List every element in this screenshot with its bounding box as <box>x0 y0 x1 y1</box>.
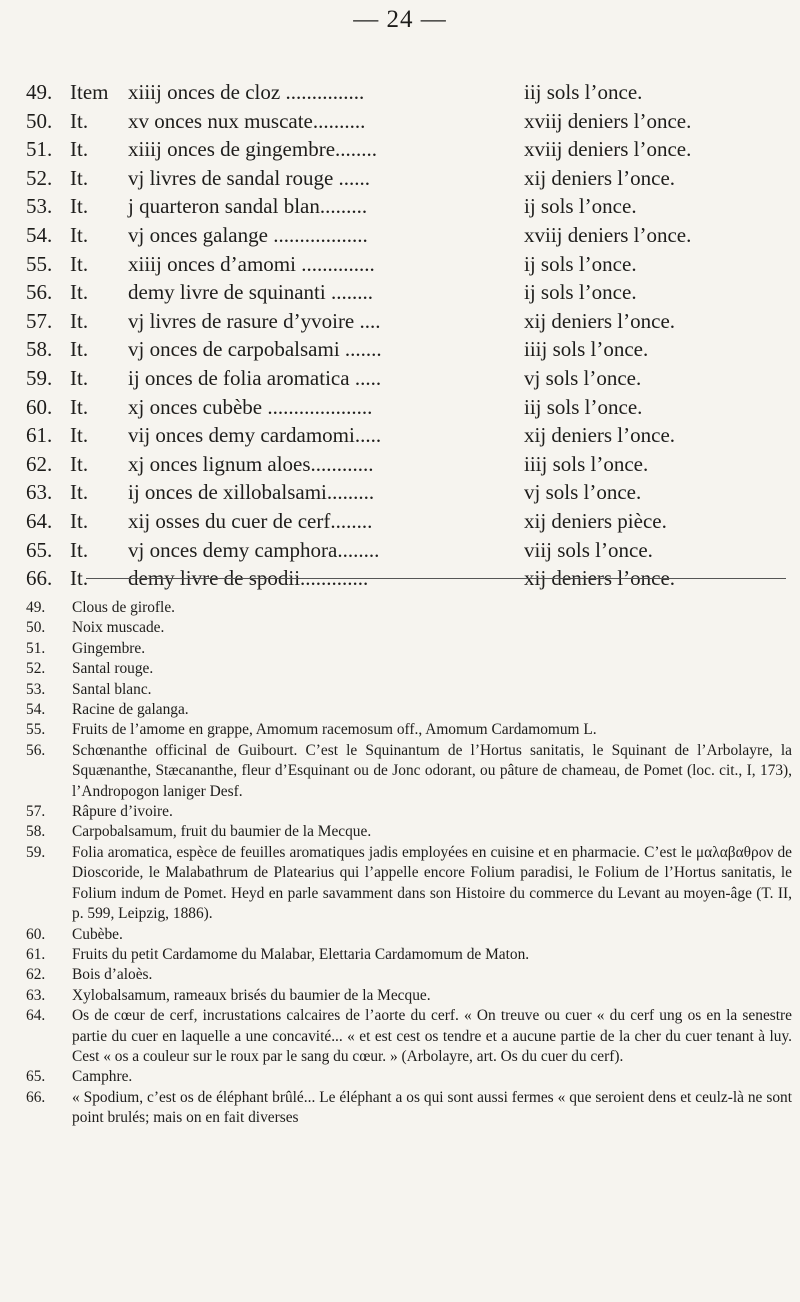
entry-number: 66. <box>26 566 53 591</box>
footnote-text: Racine de galanga. <box>72 701 189 719</box>
footnote <box>26 802 792 822</box>
ledger-row <box>26 452 786 481</box>
footnote-number: 49. <box>26 599 46 616</box>
footnote-text: Fruits du petit Cardamome du Malabar, Elettaria Cardamomum de Maton. <box>72 945 530 963</box>
footnote-text: Santal blanc. <box>72 680 152 698</box>
item-description: vj onces galange .................. <box>128 222 368 247</box>
item-abbr: Item <box>70 80 109 104</box>
item-price: iiij sols l’once. <box>524 337 649 362</box>
footnote-number: 57. <box>26 803 46 821</box>
item-price: iij sols l’once. <box>524 394 643 419</box>
item-abbr: It. <box>70 451 89 476</box>
item-price: iij sols l’once. <box>524 80 643 104</box>
item-description: xiiij onces de gingembre........ <box>128 137 378 162</box>
footnote-number: 50. <box>26 619 46 637</box>
footnote-number: 62. <box>26 966 46 984</box>
footnote-text: Camphre. <box>72 1068 133 1086</box>
item-description: demy livre de squinanti ........ <box>128 280 373 305</box>
item-price: vj sols l’once. <box>524 365 642 390</box>
entry-number: 53. <box>26 194 53 219</box>
footnote <box>26 639 792 659</box>
item-abbr: It. <box>70 508 89 533</box>
footnote-text: Os de cœur de cerf, incrustations calcaires de l’aorte du cerf. « On treuve ou cuer « du cerf ung os en la senestre partie du cuer en laquelle a une concavité... « et est cest os tendre et a aucune partie de la cher du cuer tenant à luy. Cest « os a couleur sur le roux par le sang du cœur. » (Arbolayre, art. Os du cuer du cerf). <box>72 1007 792 1065</box>
entry-number: 57. <box>26 308 53 333</box>
footnote-number: 53. <box>26 680 46 698</box>
ledger-row <box>26 252 786 281</box>
item-price: ij sols l’once. <box>524 194 637 219</box>
item-description: xv onces nux muscate.......... <box>128 108 366 133</box>
ledger-row <box>26 337 786 366</box>
ledger-row <box>26 109 786 138</box>
item-description: vij onces demy cardamomi..... <box>128 423 382 448</box>
footnote-text: Folia aromatica, espèce de feuilles aromatiques jadis employées en cuisine et en pharmacie. C’est le μαλαβαθρον de Dioscoride, le Malabathrum de Platearius qui l’appelle encore Folium paradisi, le Folium de l’Hortus sanitatis, le Folium indum de Pomet. Heyd en parle savamment dans son Histoire du commerce du Levant au moyen-âge (T. II, p. 599, Leipzig, 1886). <box>72 843 792 923</box>
footnote-number: 64. <box>26 1007 46 1025</box>
item-abbr: It. <box>70 222 89 247</box>
footnote-number: 63. <box>26 986 46 1004</box>
item-abbr: It. <box>70 280 89 305</box>
item-description: vj onces de carpobalsami ....... <box>128 337 382 362</box>
footnote-number: 59. <box>26 843 46 861</box>
footnote-text: Xylobalsamum, rameaux brisés du baumier de la Mecque. <box>72 986 431 1004</box>
item-price: xij deniers l’once. <box>524 566 676 591</box>
item-abbr: It. <box>70 308 89 333</box>
footnote <box>26 965 792 985</box>
item-abbr: It. <box>70 165 89 190</box>
item-abbr: It. <box>70 337 89 362</box>
item-price: xij deniers l’once. <box>524 308 676 333</box>
item-price: xij deniers pièce. <box>524 508 667 533</box>
footnote <box>26 680 792 700</box>
entry-number: 58. <box>26 337 53 362</box>
footnote-number: 54. <box>26 701 46 719</box>
footnote <box>26 720 792 740</box>
entry-number: 50. <box>26 108 53 133</box>
page-number: — 24 — <box>353 6 447 33</box>
item-abbr: It. <box>70 480 89 505</box>
footnote <box>26 1006 792 1067</box>
footnote <box>26 700 792 720</box>
ledger-row <box>26 223 786 252</box>
item-price: xviij deniers l’once. <box>524 137 692 162</box>
ledger-row <box>26 423 786 452</box>
footnote <box>26 1088 792 1129</box>
item-price: ij sols l’once. <box>524 280 637 305</box>
item-price: iiij sols l’once. <box>524 451 649 476</box>
item-description: vj livres de sandal rouge ...... <box>128 165 371 190</box>
entry-number: 55. <box>26 251 53 276</box>
footnote <box>26 925 792 945</box>
footnote <box>26 986 792 1006</box>
footnote <box>26 659 792 679</box>
footnote-text: Carpobalsamum, fruit du baumier de la Mecque. <box>72 823 372 841</box>
item-abbr: It. <box>70 251 89 276</box>
item-description: demy livre de spodii............. <box>128 566 369 591</box>
ledger-row <box>26 538 786 567</box>
item-price: xij deniers l’once. <box>524 165 676 190</box>
item-abbr: It. <box>70 566 89 591</box>
ledger-row <box>26 366 786 395</box>
item-abbr: It. <box>70 108 89 133</box>
item-description: xiiij onces de cloz ............... <box>128 80 365 104</box>
item-price: xviij deniers l’once. <box>524 108 692 133</box>
footnote-number: 55. <box>26 721 46 739</box>
item-price: xij deniers l’once. <box>524 423 676 448</box>
footnote <box>26 843 792 925</box>
footnote-number: 56. <box>26 741 46 759</box>
ledger-row <box>26 509 786 538</box>
price-ledger <box>26 80 786 595</box>
entry-number: 63. <box>26 480 53 505</box>
footnote-text: Râpure d’ivoire. <box>72 803 173 821</box>
item-abbr: It. <box>70 394 89 419</box>
item-price: xviij deniers l’once. <box>524 222 692 247</box>
footnote-number: 51. <box>26 639 46 657</box>
ledger-row <box>26 194 786 223</box>
item-description: vj onces demy camphora........ <box>128 537 380 562</box>
item-abbr: It. <box>70 537 89 562</box>
footnote-number: 66. <box>26 1088 46 1106</box>
item-description: ij onces de folia aromatica ..... <box>128 365 382 390</box>
item-abbr: It. <box>70 365 89 390</box>
ledger-row <box>26 395 786 424</box>
footnote-text: Fruits de l’amome en grappe, Amomum racemosum off., Amomum Cardamomum L. <box>72 721 597 739</box>
item-description: j quarteron sandal blan......... <box>128 194 368 219</box>
entry-number: 52. <box>26 165 53 190</box>
item-description: xij osses du cuer de cerf........ <box>128 508 373 533</box>
ledger-row <box>26 480 786 509</box>
item-description: xiiij onces d’amomi .............. <box>128 251 375 276</box>
footnote <box>26 618 792 638</box>
footnote <box>26 945 792 965</box>
entry-number: 56. <box>26 280 53 305</box>
footnote-text: Gingembre. <box>72 639 146 657</box>
entry-number: 60. <box>26 394 53 419</box>
footnote-text: Schœnanthe officinal de Guibourt. C’est le Squinantum de l’Hortus sanitatis, le Squinant de l’Arbolayre, la Squænanthe, Stæcananthe, fleur d’Esquinant ou de Jonc odorant, ou pâture de chameau, de Pomet (loc. cit., I, 173), l’Andropogon laniger Desf. <box>72 741 792 800</box>
footnote-text: Cubèbe. <box>72 925 123 943</box>
footnote-divider <box>86 578 786 579</box>
footnote-number: 58. <box>26 823 46 841</box>
item-abbr: It. <box>70 423 89 448</box>
entry-number: 65. <box>26 537 53 562</box>
footnote-number: 61. <box>26 945 46 963</box>
ledger-row <box>26 137 786 166</box>
item-abbr: It. <box>70 137 89 162</box>
entry-number: 51. <box>26 137 53 162</box>
footnote-number: 60. <box>26 925 46 943</box>
footnote <box>26 1067 792 1087</box>
footnote-text: « Spodium, c’est os de éléphant brûlé... Le éléphant a os qui sont aussi fermes « que seroient dens et ceulz-là ne sont point brulés; mais on en fait diverses <box>72 1088 792 1127</box>
footnote-number: 52. <box>26 660 46 678</box>
footnote <box>26 741 792 802</box>
item-description: ij onces de xillobalsami......... <box>128 480 375 505</box>
footnote-text: Noix muscade. <box>72 619 165 637</box>
item-price: viij sols l’once. <box>524 537 653 562</box>
footnote-text: Clous de girofle. <box>72 599 176 616</box>
ledger-row <box>26 309 786 338</box>
entry-number: 54. <box>26 222 53 247</box>
item-description: xj onces lignum aloes............ <box>128 451 374 476</box>
footnote-text: Bois d’aloès. <box>72 966 153 984</box>
item-description: xj onces cubèbe .................... <box>128 394 373 419</box>
ledger-row <box>26 166 786 195</box>
item-description: vj livres de rasure d’yvoire .... <box>128 308 381 333</box>
item-abbr: It. <box>70 194 89 219</box>
item-price: vj sols l’once. <box>524 480 642 505</box>
entry-number: 64. <box>26 508 53 533</box>
ledger-row <box>26 80 786 109</box>
footnote <box>26 598 792 618</box>
footnotes <box>26 598 792 1129</box>
footnote-number: 65. <box>26 1068 46 1086</box>
ledger-row <box>26 280 786 309</box>
footnote-text: Santal rouge. <box>72 660 154 678</box>
ledger-row <box>26 566 786 595</box>
entry-number: 59. <box>26 365 53 390</box>
item-price: ij sols l’once. <box>524 251 637 276</box>
footnote <box>26 822 792 842</box>
entry-number: 62. <box>26 451 53 476</box>
entry-number: 49. <box>26 80 53 104</box>
entry-number: 61. <box>26 423 53 448</box>
